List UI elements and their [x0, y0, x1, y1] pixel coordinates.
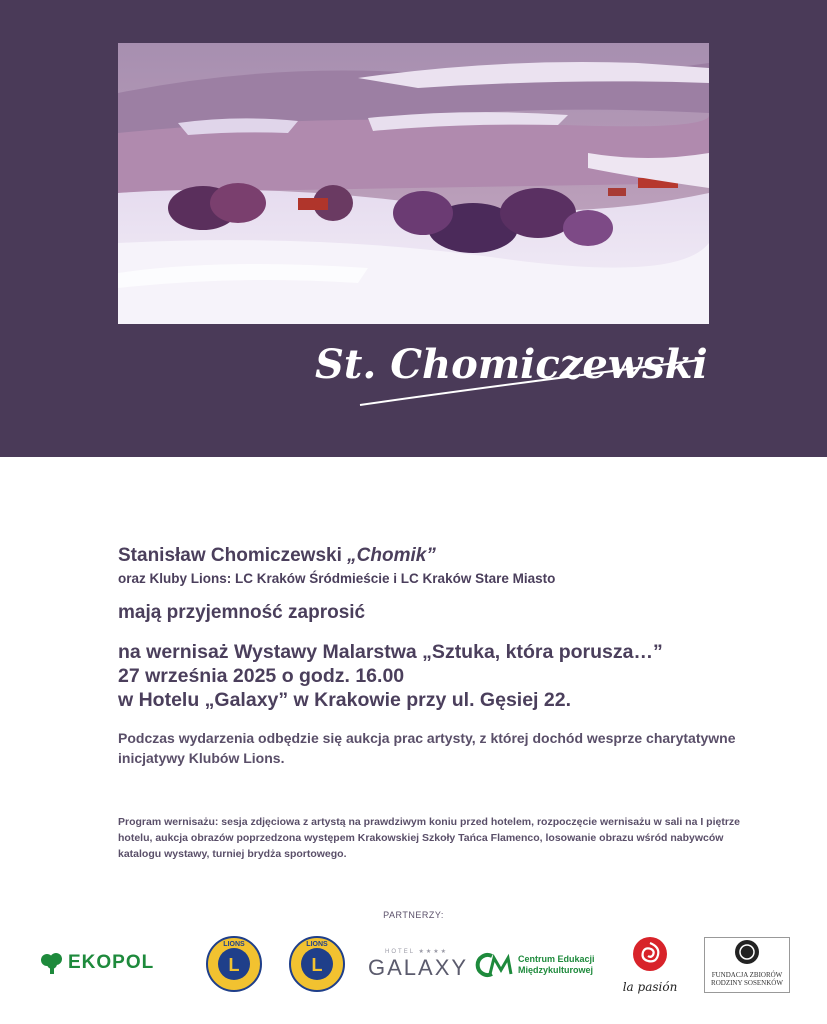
la-pasion-logo — [620, 935, 680, 994]
tree-icon — [40, 952, 64, 974]
cem-logo — [474, 952, 595, 978]
header-band — [0, 0, 827, 457]
ekopol-logo — [40, 952, 154, 974]
ekopol-text: EKOPOL — [68, 952, 155, 973]
invite-line: mają przyjemność zaprosić — [118, 602, 366, 623]
rose-icon — [630, 935, 670, 973]
partner-logos — [0, 930, 827, 1000]
fundacja-emblem-icon — [732, 938, 762, 966]
event-program: Program wernisażu: sesja zdjęciowa z artystą na prawdziwym koniu przed hotelem, rozpoczęcie wernisażu w sali na I piętrze hotelu, aukcja obrazów poprzedzona występem Krakowskiej Szkoły Tańca Flamenco, losowanie obrazu wśród nabywców katalogu wystawy, turniej brydża sportowego. — [118, 816, 741, 860]
host-name-text: Stanisław Chomiczewski — [118, 545, 348, 566]
svg-text:L: L — [311, 955, 323, 975]
galaxy-name: GALAXY — [368, 955, 469, 980]
lions-club-logo-srodmiescie — [205, 935, 263, 998]
winter-landscape-painting — [118, 43, 709, 324]
hotel-galaxy-logo — [368, 948, 469, 981]
co-hosts: oraz Kluby Lions: LC Kraków Śródmieście i LC Kraków Stare Miasto — [118, 571, 556, 586]
fundacja-logo — [704, 937, 790, 993]
cem-monogram-icon — [474, 952, 514, 978]
event-description: Podczas wydarzenia odbędzie się aukcja prac artysty, z której dochód wesprze charytatywne inicjatywy Klubów Lions. — [118, 730, 736, 766]
partners-label: PARTNERZY: — [383, 910, 444, 920]
fundacja-line2: RODZINY SOSENKÓW — [711, 979, 783, 987]
cem-line2: Międzykulturowej — [518, 965, 594, 975]
la-pasion-text: la pasión — [622, 980, 678, 994]
host-nickname: „Chomik” — [347, 545, 436, 566]
lions-club-logo-stare-miasto — [288, 935, 346, 998]
fundacja-line1: FUNDACJA ZBIORÓW — [711, 971, 783, 979]
host-name — [118, 545, 778, 567]
event-date: 27 września 2025 o godz. 16.00 — [118, 665, 405, 687]
invitation-text — [118, 545, 778, 862]
event-venue: w Hotelu „Galaxy” w Krakowie przy ul. Gęsiej 22. — [118, 689, 571, 711]
galaxy-stars: HOTEL ★★★★ — [385, 949, 448, 955]
svg-text:L: L — [228, 955, 240, 975]
event-details — [118, 640, 778, 712]
event-name: na wernisaż Wystawy Malarstwa „Sztuka, która porusza…” — [118, 641, 663, 663]
signature-text: St. Chomiczewski — [315, 341, 708, 388]
artist-signature — [300, 330, 720, 410]
svg-text:LIONS: LIONS — [306, 941, 328, 948]
svg-text:LIONS: LIONS — [223, 941, 245, 948]
cem-line1: Centrum Edukacji — [518, 954, 595, 964]
